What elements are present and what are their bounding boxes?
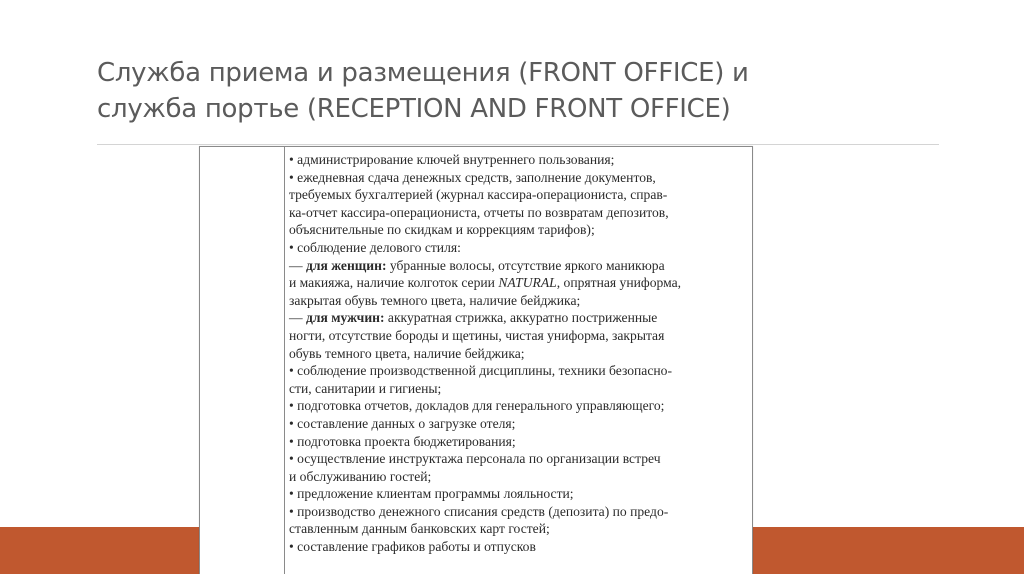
line-text: сти, санитарии и гигиены; <box>289 380 442 396</box>
line-text: ногти, отсутствие бороды и щетины, чистая униформа, закрытая <box>289 327 665 343</box>
emphasis-term: NATURAL <box>498 275 557 291</box>
table-text-line <box>289 538 749 556</box>
line-text: — <box>289 310 306 326</box>
emphasis-label: для мужчин: <box>306 310 385 326</box>
table-text-line <box>289 204 749 222</box>
table-text-line <box>289 274 749 292</box>
line-text: обувь темного цвета, наличие бейджика; <box>289 345 525 361</box>
line-text: и обслуживанию гостей; <box>289 468 432 484</box>
table-text-line <box>289 345 749 363</box>
table-text-line <box>289 362 749 380</box>
table-text-line <box>289 239 749 257</box>
line-text: • осуществление инструктажа персонала по организации встреч <box>289 451 661 467</box>
line-text: аккуратная стрижка, аккуратно постриженные <box>384 310 658 326</box>
table-text-line <box>289 433 749 451</box>
table-text-line <box>289 380 749 398</box>
table-text-line <box>289 257 749 275</box>
table-text-line <box>289 485 749 503</box>
line-text: ка-отчет кассира-операциониста, отчеты по возвратам депозитов, <box>289 204 669 220</box>
table-text-line <box>289 397 749 415</box>
duties-table <box>199 146 753 574</box>
line-text: ставленным данным банковских карт гостей; <box>289 521 550 537</box>
line-text: убранные волосы, отсутствие яркого маникюра <box>386 257 665 273</box>
slide-title <box>97 55 947 127</box>
line-text: — <box>289 257 306 273</box>
line-text: • ежедневная сдача денежных средств, заполнение документов, <box>289 169 656 185</box>
line-text: • производство денежного списания средств (депозита) по предо- <box>289 503 669 519</box>
slide-title-line-2: служба портье (RECEPTION AND FRONT OFFICE) <box>97 94 731 124</box>
line-text: • составление графиков работы и отпусков <box>289 539 536 555</box>
line-text: требуемых бухгалтерией (журнал кассира-операциониста, справ- <box>289 187 668 203</box>
table-text-line <box>289 503 749 521</box>
line-text: • соблюдение производственной дисциплины, техники безопасно- <box>289 363 672 379</box>
line-text: • администрирование ключей внутреннего пользования; <box>289 152 615 167</box>
table-text-line <box>289 468 749 486</box>
table-text-line <box>289 520 749 538</box>
line-text: и макияжа, наличие колготок серии <box>289 275 499 291</box>
line-text: • подготовка проекта бюджетирования; <box>289 433 516 449</box>
line-text: • соблюдение делового стиля: <box>289 239 461 255</box>
table-text-line <box>289 151 749 169</box>
table-column-divider <box>284 147 285 574</box>
table-text-line <box>289 186 749 204</box>
emphasis-label: для женщин: <box>306 257 387 273</box>
table-text-line <box>289 309 749 327</box>
table-text-line <box>289 450 749 468</box>
table-text-line <box>289 415 749 433</box>
table-text-line <box>289 327 749 345</box>
table-text-line <box>289 169 749 187</box>
table-text-line <box>289 292 749 310</box>
table-text-line <box>289 221 749 239</box>
line-text: объяснительные по скидкам и коррекциям тарифов); <box>289 222 595 238</box>
duties-table-cell <box>289 151 749 556</box>
slide-title-line-1: Служба приема и размещения (FRONT OFFICE) и <box>97 58 749 88</box>
title-divider <box>97 144 939 145</box>
line-text: закрытая обувь темного цвета, наличие бейджика; <box>289 292 581 308</box>
line-text: , опрятная униформа, <box>556 275 682 291</box>
line-text: • подготовка отчетов, докладов для генерального управляющего; <box>289 398 665 414</box>
line-text: • предложение клиентам программы лояльности; <box>289 486 574 502</box>
line-text: • составление данных о загрузке отеля; <box>289 415 516 431</box>
